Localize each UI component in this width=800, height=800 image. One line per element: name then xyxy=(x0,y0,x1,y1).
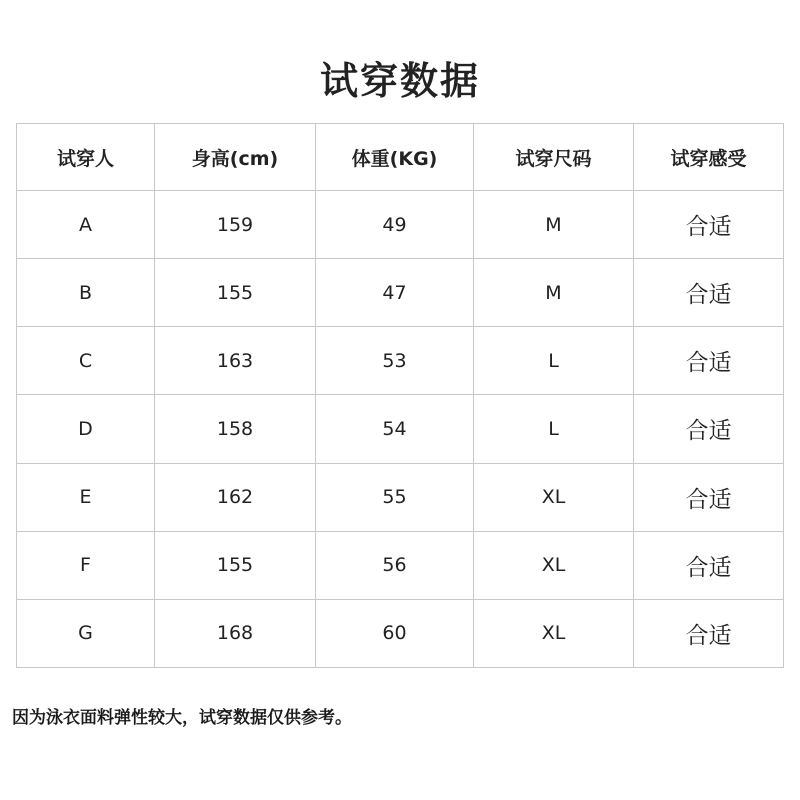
cell-height: 168 xyxy=(155,599,316,667)
cell-tester: B xyxy=(17,259,155,327)
cell-weight: 55 xyxy=(316,463,474,531)
table-row xyxy=(17,395,784,463)
cell-feeling: 合适 xyxy=(634,531,784,599)
cell-weight: 49 xyxy=(316,191,474,259)
header-tester: 试穿人 xyxy=(17,124,155,191)
cell-height: 162 xyxy=(155,463,316,531)
cell-size: M xyxy=(474,191,634,259)
table-row xyxy=(17,599,784,667)
cell-weight: 53 xyxy=(316,327,474,395)
header-height: 身高(cm) xyxy=(155,124,316,191)
cell-tester: G xyxy=(17,599,155,667)
cell-feeling: 合适 xyxy=(634,463,784,531)
cell-size: XL xyxy=(474,599,634,667)
cell-feeling: 合适 xyxy=(634,191,784,259)
header-feeling: 试穿感受 xyxy=(634,124,784,191)
table-row xyxy=(17,191,784,259)
cell-tester: D xyxy=(17,395,155,463)
cell-feeling: 合适 xyxy=(634,599,784,667)
cell-size: L xyxy=(474,395,634,463)
cell-height: 155 xyxy=(155,531,316,599)
disclaimer-note: 因为泳衣面料弹性较大，试穿数据仅供参考。 xyxy=(12,708,352,728)
table-header-row xyxy=(17,124,784,191)
cell-height: 158 xyxy=(155,395,316,463)
page-title: 试穿数据 xyxy=(319,59,480,103)
table-row xyxy=(17,531,784,599)
cell-feeling: 合适 xyxy=(634,395,784,463)
cell-height: 163 xyxy=(155,327,316,395)
cell-size: XL xyxy=(474,531,634,599)
cell-size: M xyxy=(474,259,634,327)
table-row xyxy=(17,463,784,531)
cell-weight: 54 xyxy=(316,395,474,463)
table-row xyxy=(17,327,784,395)
cell-weight: 56 xyxy=(316,531,474,599)
cell-feeling: 合适 xyxy=(634,327,784,395)
header-weight: 体重(KG) xyxy=(316,124,474,191)
cell-tester: E xyxy=(17,463,155,531)
table-row xyxy=(17,259,784,327)
cell-height: 159 xyxy=(155,191,316,259)
cell-height: 155 xyxy=(155,259,316,327)
cell-tester: C xyxy=(17,327,155,395)
cell-size: XL xyxy=(474,463,634,531)
cell-feeling: 合适 xyxy=(634,259,784,327)
cell-size: L xyxy=(474,327,634,395)
cell-weight: 47 xyxy=(316,259,474,327)
cell-weight: 60 xyxy=(316,599,474,667)
cell-tester: F xyxy=(17,531,155,599)
try-on-data-table xyxy=(16,123,784,668)
header-size: 试穿尺码 xyxy=(474,124,634,191)
cell-tester: A xyxy=(17,191,155,259)
